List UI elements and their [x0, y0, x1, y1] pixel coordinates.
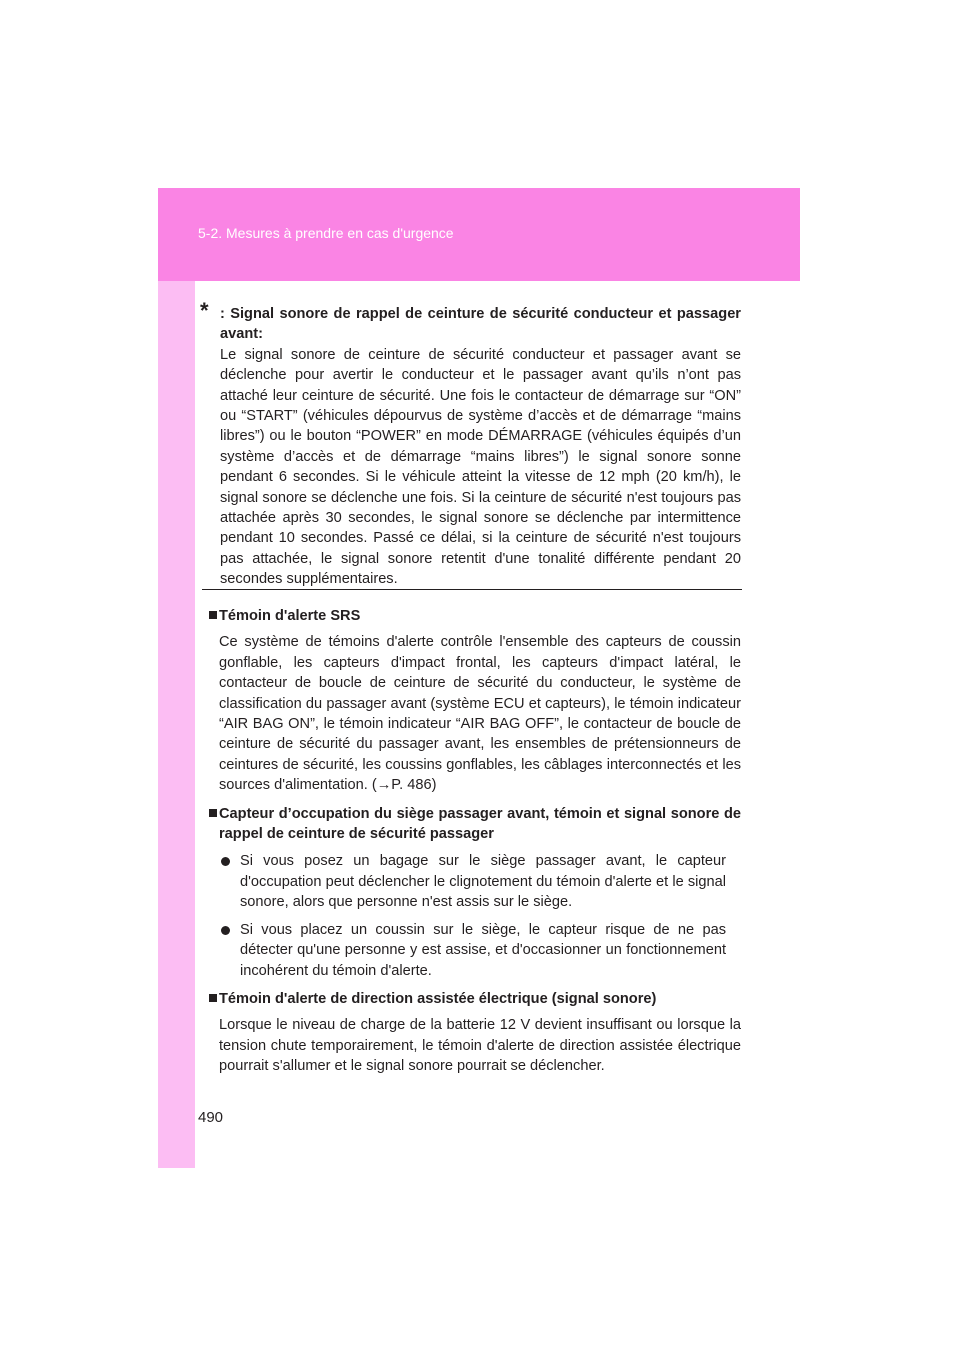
square-bullet-icon	[209, 994, 217, 1002]
section-title: Témoin d'alerte SRS	[219, 608, 361, 624]
list-item	[209, 920, 741, 981]
list-item-text: Si vous posez un bagage sur le siège passager avant, le capteur d'occupation peut déclencher le clignotement du témoin d'alerte et le signal sonore, alors que personne n'est assis sur le siège.	[240, 853, 726, 911]
section-body: Lorsque le niveau de charge de la batterie 12 V devient insuffisant ou lorsque la tension chute temporairement, le témoin d'alerte de direction assistée électrique pourrait s'allumer et le signal sonore pourrait se déclencher.	[219, 1017, 741, 1075]
square-bullet-icon	[209, 809, 217, 817]
section-heading	[209, 606, 741, 626]
section-divider	[202, 589, 742, 590]
asterisk-icon: *	[200, 298, 209, 323]
footnote-title-text: : Signal sonore de rappel de ceinture de sécurité conducteur et passager avant:	[220, 306, 741, 343]
section-body: Ce système de témoins d'alerte contrôle l'ensemble des capteurs de coussin gonflable, les capteurs d'impact frontal, les capteurs d'impact latéral, le contacteur de boucle de ceinture de sécurité du conducteur, le système de classification du passager avant (système ECU et capteurs), le témoin indicateur “AIR BAG ON”, le témoin indicateur “AIR BAG OFF”, le contacteur de boucle de ceinture de sécurité du passager avant, les ensembles de prétensionneurs de ceintures de sécurité, les coussins gonflables, les câblages interconnectés et les sources d'alimentation. (→P. 486)	[219, 634, 741, 794]
square-bullet-icon	[209, 611, 217, 619]
list-item	[209, 851, 741, 912]
section-power-steering	[209, 989, 741, 1077]
footnote	[200, 298, 741, 590]
section-heading	[209, 804, 741, 845]
footnote-title	[200, 298, 741, 345]
list-item-text: Si vous placez un coussin sur le siège, le capteur risque de ne pas détecter qu'une personne y est assise, et d'occasionner un fonctionnement incohérent du témoin d'alerte.	[240, 921, 726, 979]
section-occupant-sensor	[209, 804, 741, 981]
page-number: 490	[198, 1109, 224, 1126]
circle-bullet-icon	[221, 857, 230, 866]
page-sidebar-band	[158, 188, 195, 1168]
main-content	[209, 606, 741, 1085]
section-srs-warning	[209, 606, 741, 796]
circle-bullet-icon	[221, 926, 230, 935]
section-label: 5-2. Mesures à prendre en cas d'urgence	[198, 225, 454, 241]
section-title: Témoin d'alerte de direction assistée électrique (signal sonore)	[219, 990, 657, 1007]
section-heading	[209, 989, 741, 1009]
footnote-body: Le signal sonore de ceinture de sécurité conducteur et passager avant se déclenche pour avertir le conducteur et le passager avant qu’ils n’ont pas attaché leur ceinture de sécurité. Une fois le contacteur de démarrage sur “ON” ou “START” (véhicules dépourvus de système d’accès et de démarrage “mains libres”) ou le bouton “POWER” en mode DÉMARRAGE (véhicules équipés d’un système d’accès et de démarrage “mains libres”) le signal sonore sonne pendant 6 secondes. Si le véhicule atteint la vitesse de 12 mph (20 km/h), le signal sonore se déclenche une fois. Si la ceinture de sécurité n'est toujours pas attachée après 30 secondes, le signal sonore se déclenche par intermittence pendant 10 secondes. Passé ce délai, si la ceinture de sécurité n'est toujours pas attachée, le signal sonore retentit d'une tonalité différente pendant 20 secondes supplémentaires.	[220, 346, 741, 588]
section-title: Capteur d’occupation du siège passager avant, témoin et signal sonore de rappel de ceinture de sécurité passager	[219, 805, 741, 843]
